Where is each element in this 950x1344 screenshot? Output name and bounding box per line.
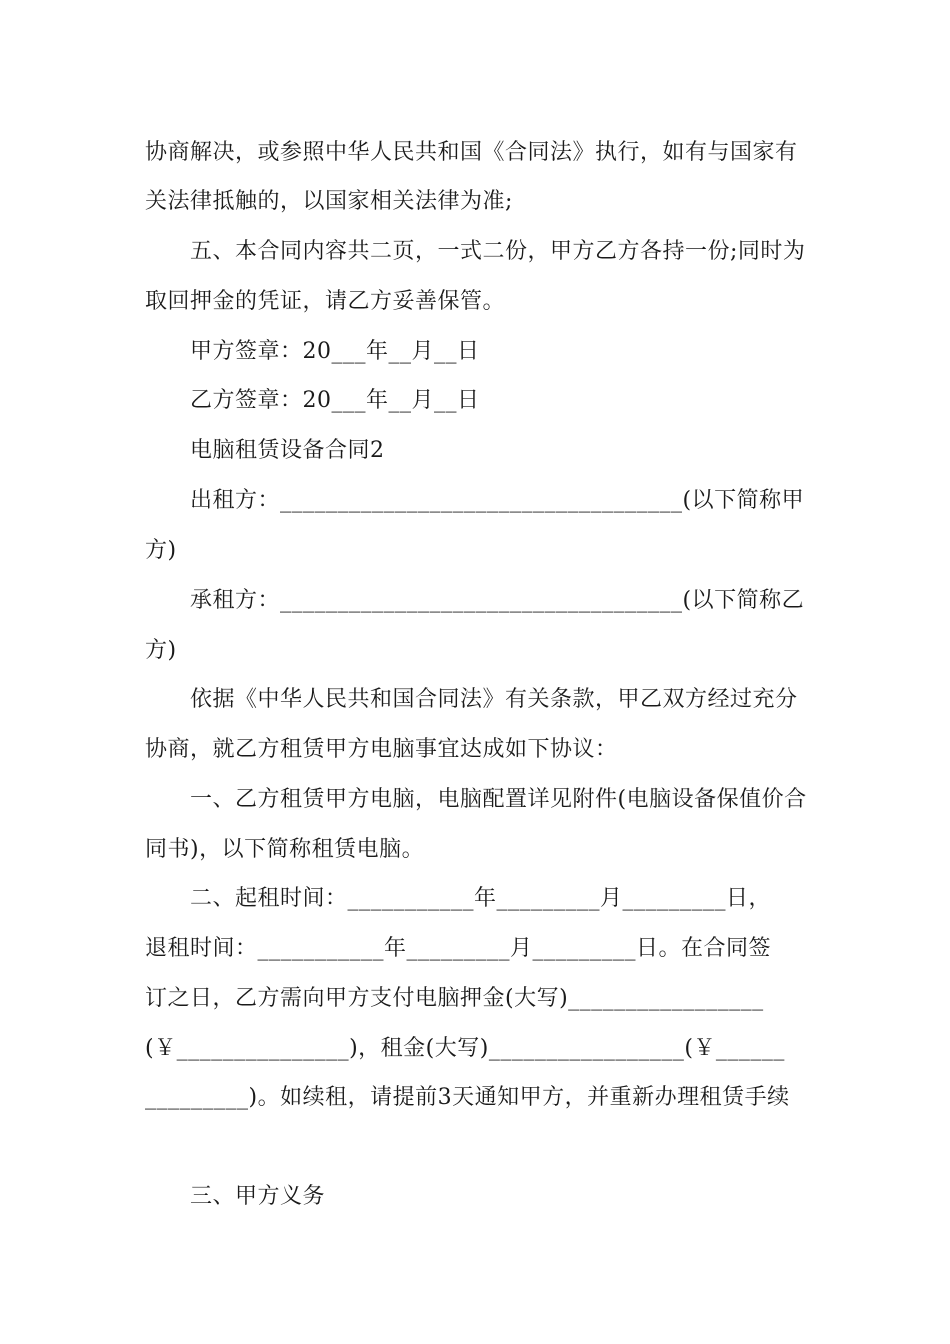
section-heading: 三、甲方义务 xyxy=(190,1184,326,1209)
text-line: 方) xyxy=(145,638,177,663)
text-line: 同书)，以下简称租赁电脑。 xyxy=(145,837,425,862)
lessee-line: 承租方：___________________________________(以下简称乙 xyxy=(190,588,805,613)
text-line: _________)。如续租，请提前3天通知甲方，并重新办理租赁手续 xyxy=(145,1085,790,1110)
signature-line-party-a: 甲方签章：20___年__月__日 xyxy=(190,339,480,364)
text-line: 取回押金的凭证，请乙方妥善保管。 xyxy=(145,289,506,314)
text-line: 一、乙方租赁甲方电脑，电脑配置详见附件(电脑设备保值价合 xyxy=(190,787,807,812)
text-line: 方) xyxy=(145,538,177,563)
text-line: 五、本合同内容共二页，一式二份，甲方乙方各持一份;同时为 xyxy=(190,239,806,264)
section-title: 电脑租赁设备合同2 xyxy=(190,438,385,463)
text-line: 依据《中华人民共和国合同法》有关条款，甲乙双方经过充分 xyxy=(190,687,798,712)
text-line: 二、起租时间：___________年_________月_________日， xyxy=(190,886,772,911)
text-line: 关法律抵触的，以国家相关法律为准; xyxy=(145,189,513,214)
text-line: 订之日，乙方需向甲方支付电脑押金(大写)_________________ xyxy=(145,986,764,1011)
text-line: 协商解决，或参照中华人民共和国《合同法》执行，如有与国家有 xyxy=(145,140,798,165)
text-line: 协商，就乙方租赁甲方电脑事宜达成如下协议： xyxy=(145,737,618,762)
text-line: (￥_______________)，租金(大写)_________________(￥______ xyxy=(145,1036,785,1061)
lessor-line: 出租方：___________________________________(以下简称甲 xyxy=(190,488,805,513)
text-line: 退租时间：___________年_________月_________日。在合同签 xyxy=(145,936,772,961)
signature-line-party-b: 乙方签章：20___年__月__日 xyxy=(190,388,480,413)
